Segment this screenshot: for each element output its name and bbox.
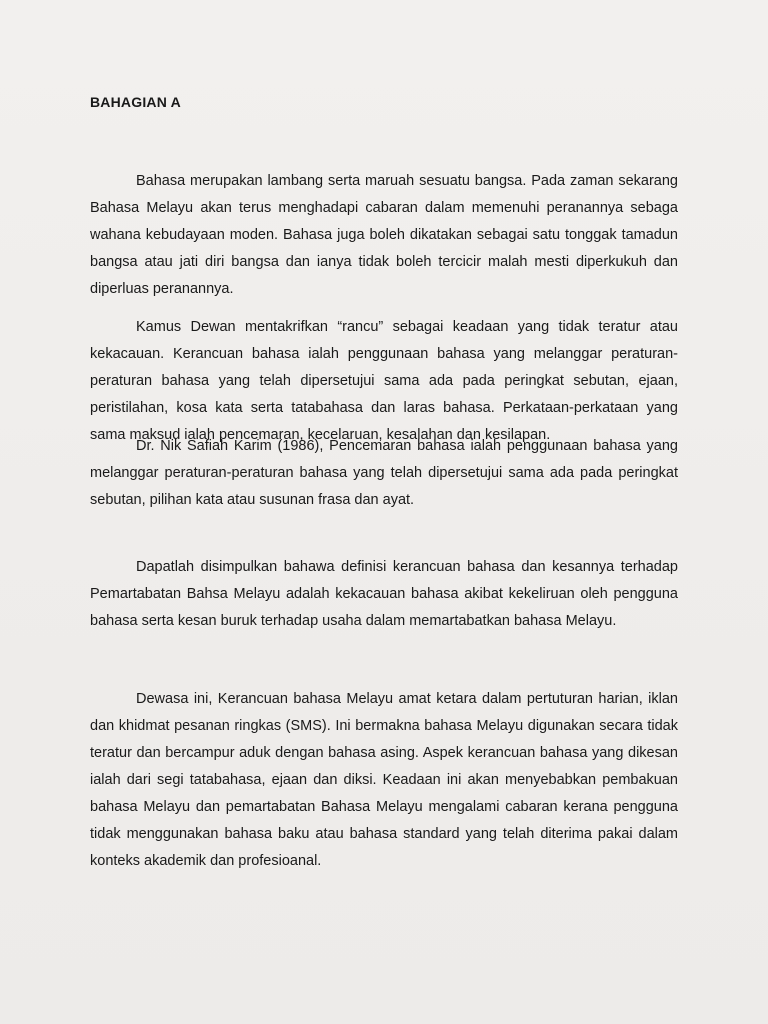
paragraph-3: Dr. Nik Safiah Karim (1986), Pencemaran bahasa ialah penggunaan bahasa yang melanggar peraturan-peraturan bahasa yang telah dipersetujui sama ada pada peringkat sebutan, pilihan kata atau susunan frasa dan ayat. xyxy=(90,438,678,508)
paragraph-1: Bahasa merupakan lambang serta maruah sesuatu bangsa. Pada zaman sekarang Bahasa Melayu akan terus menghadapi cabaran dalam memenuhi peranannya sebaga wahana kebudayaan moden. Bahasa juga boleh dikatakan sebagai satu tonggak tamadun bangsa atau jati diri bangsa dan ianya tidak boleh tercicir malah mesti diperkukuh dan diperluas peranannya. xyxy=(90,173,678,297)
paragraph-4: Dapatlah disimpulkan bahawa definisi kerancuan bahasa dan kesannya terhadap Pemartabatan Bahsa Melayu adalah kekacauan bahasa akibat kekeliruan oleh pengguna bahasa serta kesan buruk terhadap usaha dalam memartabatkan bahasa Melayu. xyxy=(90,559,678,629)
paragraph-5: Dewasa ini, Kerancuan bahasa Melayu amat ketara dalam pertuturan harian, iklan dan khidmat pesanan ringkas (SMS). Ini bermakna bahasa Melayu digunakan secara tidak teratur dan bercampur aduk dengan bahasa asing. Aspek kerancuan bahasa yang dikesan ialah dari segi tatabahasa, ejaan dan diksi. Keadaan ini akan menyebabkan pembakuan bahasa Melayu dan pemartabatan Bahasa Melayu mengalami cabaran kerana pengguna tidak menggunakan bahasa baku atau bahasa standard yang telah diterima pakai dalam konteks akademik dan profesioanal. xyxy=(90,691,678,869)
paragraph-2: Kamus Dewan mentakrifkan “rancu” sebagai keadaan yang tidak teratur atau kekacauan. Kerancuan bahasa ialah penggunaan bahasa yang melanggar peraturan-peraturan bahasa yang telah dipersetujui sama ada pada peringkat sebutan, ejaan, peristilahan, kosa kata serta tatabahasa dan laras bahasa. Perkataan-perkataan yang sama maksud ialah pencemaran, kecelaruan, kesalahan dan kesilapan. xyxy=(90,319,678,443)
section-heading: BAHAGIAN A xyxy=(90,94,181,110)
